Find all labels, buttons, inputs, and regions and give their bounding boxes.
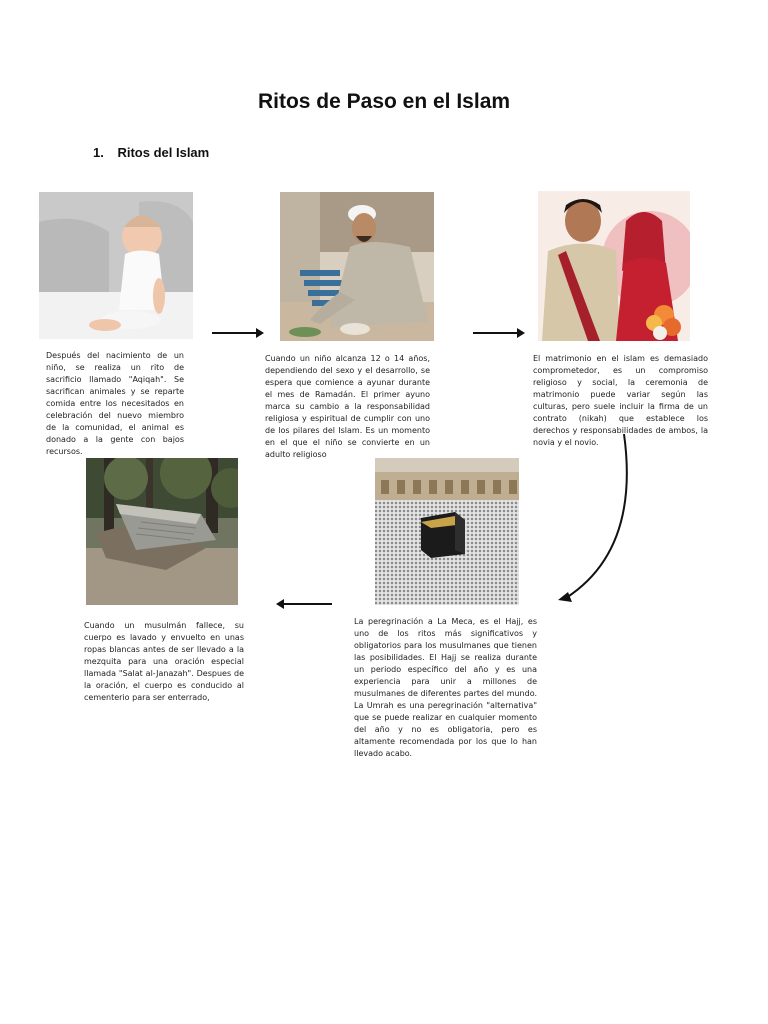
grave-stone-photo bbox=[86, 458, 238, 605]
rite-marriage-text: El matrimonio en el islam es demasiado comprometedor, es un compromiso religioso y social, la ceremonia de matrimonio puede variar según las culturas, pero suele incluir la firma de un contrato (nikah) que establece los derechos y responsabilidades de ambos, la novia y el novio. bbox=[533, 354, 708, 447]
section-number: 1. bbox=[93, 145, 104, 160]
section-heading bbox=[93, 145, 209, 160]
rite-birth-text: Después del nacimiento de un niño, se realiza un rito de sacrificio llamado "Aqiqah". Se sacrifican animales y se reparte comida entre los necesitados en celebración del nuevo miembro de la comunidad, el animal es donado a la gente con bajos recursos. bbox=[46, 351, 184, 456]
rite-fasting-text: Cuando un niño alcanza 12 o 14 años, dependiendo del sexo y el desarrollo, se espera que comience a ayunar durante el mes de Ramadán. El primer ayuno marca su cambio a la responsabilidad religiosa y espiritual de cumplir con uno de los pilares del Islam. Es un momento en el que el niño se convierte en un adulto religioso bbox=[265, 354, 430, 459]
baby-photo bbox=[39, 192, 193, 339]
arrow-right-icon bbox=[471, 326, 527, 340]
arrow-right-icon bbox=[210, 326, 266, 340]
rite-hajj-text: La peregrinación a La Meca, es el Hajj, es uno de los ritos más significativos y obligatorios para los musulmanes que tienen las posibilidades. El Hajj se realiza durante un periodo específico del año y es una experiencia para unir a millones de musulmanes de diferentes partes del mundo. La Umrah es una peregrinación "alternativa" que se puede realizar en cualquier momento del año y no es obligatoria, pero es altamente recomendada por los que lo han llevado acabo. bbox=[354, 617, 537, 758]
page-title: Ritos de Paso en el Islam bbox=[257, 90, 511, 113]
curved-arrow-down-icon bbox=[552, 430, 636, 606]
wedding-couple-photo bbox=[538, 191, 690, 341]
kaaba-pilgrimage-photo bbox=[375, 458, 519, 605]
fasting-man-photo bbox=[280, 192, 434, 341]
arrow-left-icon bbox=[272, 597, 334, 611]
section-title: Ritos del Islam bbox=[117, 145, 210, 160]
rite-death-text: Cuando un musulmán fallece, su cuerpo es lavado y envuelto en unas ropas blancas antes de ser llevado a la mezquita para una oración especial llamada "Salat al-Janazah". Despues de la oración, el cuerpo es conducido al cementerio para ser enterrado, bbox=[84, 621, 244, 702]
